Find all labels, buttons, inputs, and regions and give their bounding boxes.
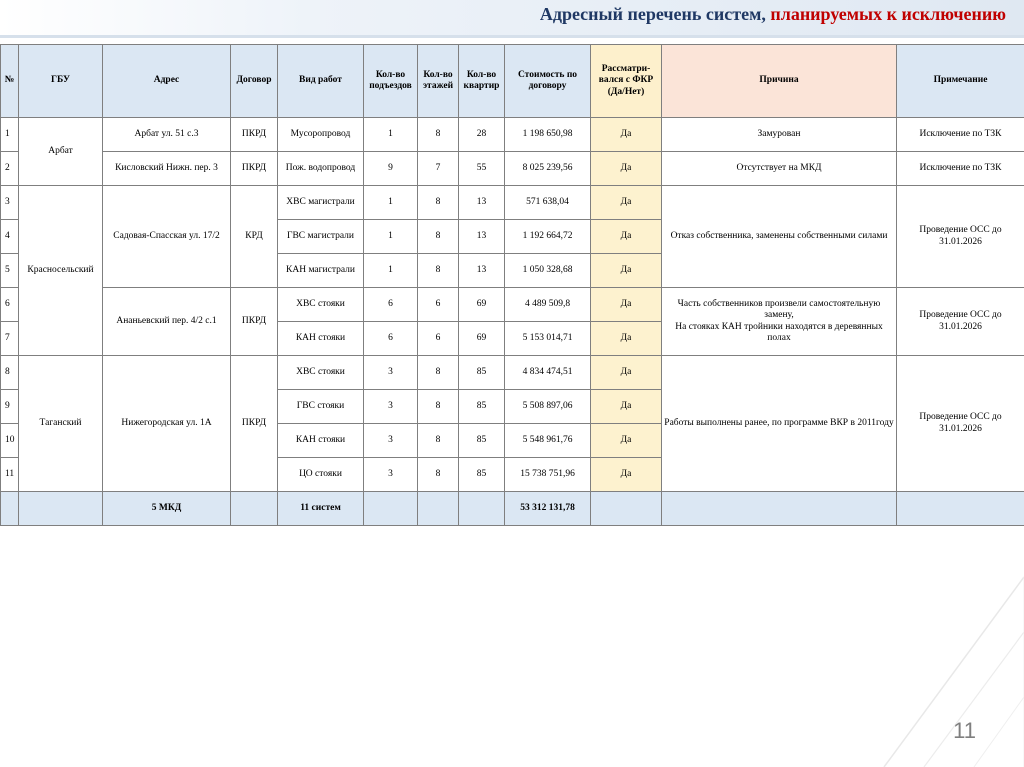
slide-title-accent: планируемых к исключению [770, 4, 1006, 24]
note-cell: Проведение ОСС до 31.01.2026 [897, 288, 1024, 356]
note-cell: Исключение по ТЗК [897, 152, 1024, 186]
cost-cell: 15 738 751,96 [505, 458, 591, 492]
reason-line-2: На стояках КАН тройники находятся в деревянных полах [675, 321, 883, 343]
contract-cell: ПКРД [231, 356, 278, 492]
total-empty [459, 492, 505, 526]
totals-row [1, 492, 1024, 526]
apartments-cell: 85 [459, 356, 505, 390]
header-note: Примечание [897, 45, 1024, 118]
cost-cell: 4 834 474,51 [505, 356, 591, 390]
apartments-cell: 69 [459, 322, 505, 356]
total-empty [19, 492, 103, 526]
slide-title [540, 4, 1006, 25]
cost-cell: 5 508 897,06 [505, 390, 591, 424]
header-address: Адрес [103, 45, 231, 118]
header-row [1, 45, 1024, 118]
header-fkr: Рассматри-вался с ФКР (Да/Нет) [591, 45, 662, 118]
address-cell: Ананьевский пер. 4/2 с.1 [103, 288, 231, 356]
table-row [1, 118, 1024, 152]
cost-cell: 8 025 239,56 [505, 152, 591, 186]
apartments-cell: 85 [459, 458, 505, 492]
gbu-cell: Таганский [19, 356, 103, 492]
total-empty [418, 492, 459, 526]
floors-cell: 6 [418, 322, 459, 356]
fkr-cell: Да [591, 390, 662, 424]
contract-cell: КРД [231, 186, 278, 288]
total-empty [1, 492, 19, 526]
decorative-corner-lines [864, 537, 1024, 767]
floors-cell: 8 [418, 356, 459, 390]
reason-cell [662, 288, 897, 356]
header-contract: Договор [231, 45, 278, 118]
entrances-cell: 1 [364, 254, 418, 288]
contract-cell: ПКРД [231, 118, 278, 152]
fkr-cell: Да [591, 220, 662, 254]
reason-cell: Работы выполнены ранее, по программе ВКР в 2011году [662, 356, 897, 492]
note-cell: Проведение ОСС до 31.01.2026 [897, 356, 1024, 492]
work-cell: КАН стояки [278, 322, 364, 356]
fkr-cell: Да [591, 118, 662, 152]
fkr-cell: Да [591, 186, 662, 220]
total-systems: 11 систем [278, 492, 364, 526]
work-cell: ГВС магистрали [278, 220, 364, 254]
table-row [1, 152, 1024, 186]
floors-cell: 8 [418, 220, 459, 254]
fkr-cell: Да [591, 356, 662, 390]
header-floors: Кол-во этажей [418, 45, 459, 118]
title-bar [0, 0, 1024, 36]
table-row [1, 186, 1024, 220]
work-cell: ХВС магистрали [278, 186, 364, 220]
cost-cell: 1 192 664,72 [505, 220, 591, 254]
reason-cell: Замурован [662, 118, 897, 152]
row-num: 8 [1, 356, 19, 390]
total-empty [591, 492, 662, 526]
header-gbu: ГБУ [19, 45, 103, 118]
total-empty [231, 492, 278, 526]
cost-cell: 4 489 509,8 [505, 288, 591, 322]
floors-cell: 8 [418, 254, 459, 288]
header-work-type: Вид работ [278, 45, 364, 118]
entrances-cell: 3 [364, 356, 418, 390]
slide-title-main: Адресный перечень систем, [539, 4, 771, 24]
entrances-cell: 6 [364, 322, 418, 356]
apartments-cell: 13 [459, 220, 505, 254]
floors-cell: 6 [418, 288, 459, 322]
row-num: 7 [1, 322, 19, 356]
cost-cell: 5 153 014,71 [505, 322, 591, 356]
apartments-cell: 13 [459, 186, 505, 220]
page-number: 11 [953, 718, 976, 743]
total-cost: 53 312 131,78 [505, 492, 591, 526]
header-reason: Причина [662, 45, 897, 118]
note-cell: Исключение по ТЗК [897, 118, 1024, 152]
floors-cell: 8 [418, 458, 459, 492]
work-cell: КАН магистрали [278, 254, 364, 288]
note-cell: Проведение ОСС до 31.01.2026 [897, 186, 1024, 288]
fkr-cell: Да [591, 288, 662, 322]
header-entrances: Кол-во подъездов [364, 45, 418, 118]
work-cell: Мусоропровод [278, 118, 364, 152]
total-houses: 5 МКД [103, 492, 231, 526]
entrances-cell: 6 [364, 288, 418, 322]
fkr-cell: Да [591, 424, 662, 458]
systems-table [0, 44, 1024, 526]
floors-cell: 8 [418, 118, 459, 152]
work-cell: КАН стояки [278, 424, 364, 458]
header-cost: Стоимость по договору [505, 45, 591, 118]
row-num: 6 [1, 288, 19, 322]
apartments-cell: 85 [459, 424, 505, 458]
reason-line-1: Часть собственников произвели самостоятельную замену, [677, 298, 881, 321]
title-underline [0, 35, 1024, 38]
total-empty [897, 492, 1024, 526]
contract-cell: ПКРД [231, 288, 278, 356]
fkr-cell: Да [591, 322, 662, 356]
cost-cell: 1 198 650,98 [505, 118, 591, 152]
cost-cell: 5 548 961,76 [505, 424, 591, 458]
row-num: 2 [1, 152, 19, 186]
row-num: 10 [1, 424, 19, 458]
contract-cell: ПКРД [231, 152, 278, 186]
work-cell: ЦО стояки [278, 458, 364, 492]
address-cell: Кисловский Нижн. пер. 3 [103, 152, 231, 186]
total-empty [662, 492, 897, 526]
apartments-cell: 13 [459, 254, 505, 288]
table-row [1, 288, 1024, 322]
fkr-cell: Да [591, 458, 662, 492]
address-cell: Садовая-Спасская ул. 17/2 [103, 186, 231, 288]
apartments-cell: 69 [459, 288, 505, 322]
reason-cell: Отказ собственника, заменены собственными силами [662, 186, 897, 288]
row-num: 3 [1, 186, 19, 220]
entrances-cell: 3 [364, 458, 418, 492]
gbu-cell: Красносельский [19, 186, 103, 356]
apartments-cell: 85 [459, 390, 505, 424]
address-cell: Арбат ул. 51 с.3 [103, 118, 231, 152]
apartments-cell: 28 [459, 118, 505, 152]
floors-cell: 8 [418, 186, 459, 220]
entrances-cell: 9 [364, 152, 418, 186]
address-cell: Нижегородская ул. 1А [103, 356, 231, 492]
header-num: № [1, 45, 19, 118]
work-cell: Пож. водопровод [278, 152, 364, 186]
work-cell: ХВС стояки [278, 356, 364, 390]
row-num: 9 [1, 390, 19, 424]
work-cell: ГВС стояки [278, 390, 364, 424]
fkr-cell: Да [591, 152, 662, 186]
entrances-cell: 1 [364, 220, 418, 254]
row-num: 5 [1, 254, 19, 288]
entrances-cell: 1 [364, 186, 418, 220]
entrances-cell: 3 [364, 390, 418, 424]
gbu-cell: Арбат [19, 118, 103, 186]
table-row [1, 356, 1024, 390]
work-cell: ХВС стояки [278, 288, 364, 322]
reason-cell: Отсутствует на МКД [662, 152, 897, 186]
floors-cell: 7 [418, 152, 459, 186]
floors-cell: 8 [418, 424, 459, 458]
entrances-cell: 1 [364, 118, 418, 152]
floors-cell: 8 [418, 390, 459, 424]
total-empty [364, 492, 418, 526]
header-apartments: Кол-во квартир [459, 45, 505, 118]
fkr-cell: Да [591, 254, 662, 288]
cost-cell: 1 050 328,68 [505, 254, 591, 288]
apartments-cell: 55 [459, 152, 505, 186]
row-num: 4 [1, 220, 19, 254]
row-num: 1 [1, 118, 19, 152]
row-num: 11 [1, 458, 19, 492]
entrances-cell: 3 [364, 424, 418, 458]
cost-cell: 571 638,04 [505, 186, 591, 220]
